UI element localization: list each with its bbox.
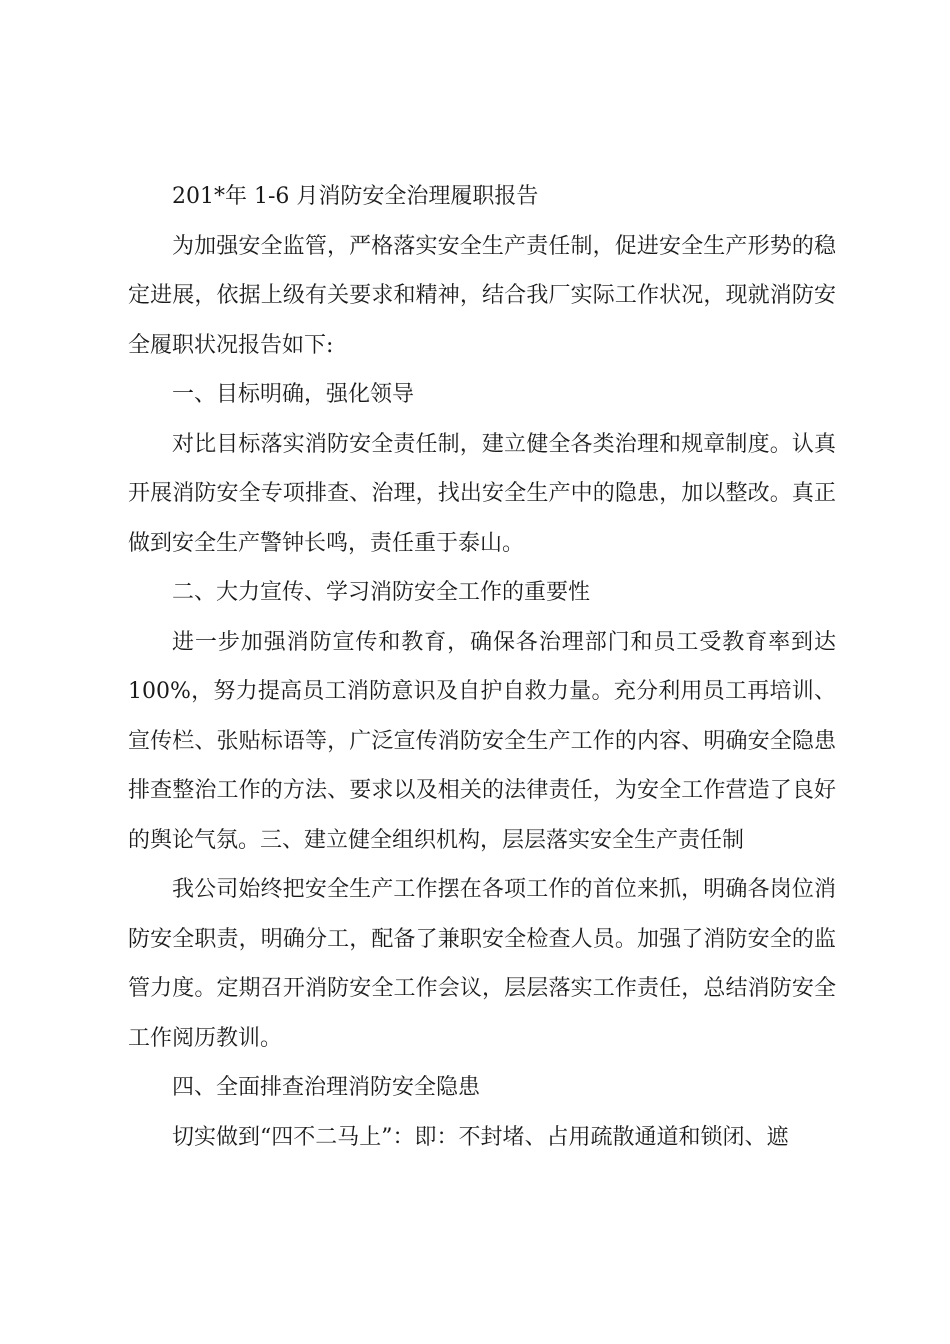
- section-heading-1: 一、目标明确，强化领导: [172, 382, 415, 407]
- section-heading-2: 二、大力宣传、学习消防安全工作的重要性: [172, 580, 591, 605]
- paragraph-section-1: 对比目标落实消防安全责任制，建立健全各类治理和规章制度。认真开展消防安全专项排查、治理，找出安全生产中的隐患，加以整改。真正做到安全生产警钟长鸣，责任重于泰山。: [128, 431, 836, 556]
- paragraph-section-4: 切实做到“四不二马上”：即：不封堵、占用疏散通道和锁闭、遮: [172, 1124, 789, 1150]
- document-title: 201*年 1-6 月消防安全治理履职报告: [172, 184, 539, 209]
- section-heading-4: 四、全面排查治理消防安全隐患: [172, 1075, 481, 1100]
- paragraph-intro: 为加强安全监管，严格落实安全生产责任制，促进安全生产形势的稳定进展，依据上级有关要求和精神，结合我厂实际工作状况，现就消防安全履职状况报告如下:: [128, 233, 836, 358]
- paragraph-section-2: 进一步加强消防宣传和教育，确保各治理部门和员工受教育率到达100%，努力提高员工消防意识及自护自救力量。充分利用员工再培训、宣传栏、张贴标语等，广泛宣传消防安全生产工作的内容、明确安全隐患排查整治工作的方法、要求以及相关的法律责任，为安全工作营造了良好的舆论气氛。三、建立健全组织机构，层层落实安全生产责任制: [128, 629, 836, 853]
- paragraph-section-3: 我公司始终把安全生产工作摆在各项工作的首位来抓，明确各岗位消防安全职责，明确分工，配备了兼职安全检查人员。加强了消防安全的监管力度。定期召开消防安全工作会议，层层落实工作责任，总结消防安全工作阅历教训。: [128, 877, 836, 1051]
- document-body: [128, 172, 836, 1162]
